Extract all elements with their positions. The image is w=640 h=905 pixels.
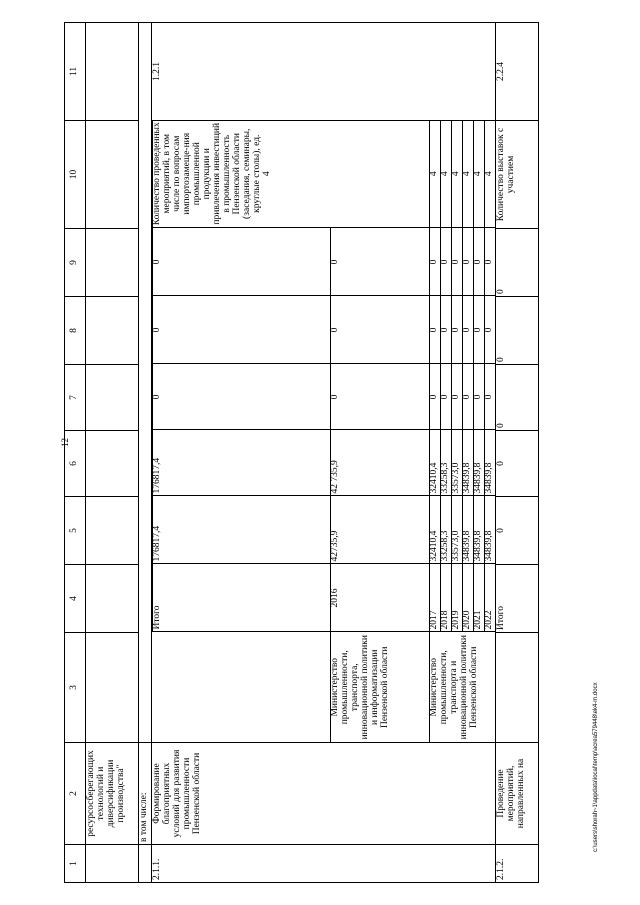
year-col9: 0 xyxy=(452,228,463,296)
year-col6: 34839,8 xyxy=(463,430,474,496)
year-col7: 0 xyxy=(474,364,485,430)
header-cell: 10 xyxy=(65,121,86,229)
year-col10: 4 xyxy=(463,120,474,228)
row-number: 2.1.2. xyxy=(496,845,539,883)
year: 2021 xyxy=(474,564,485,632)
year: 2022 xyxy=(485,564,496,632)
year-col10: 4 xyxy=(452,120,463,228)
total-col9: 0 xyxy=(496,229,539,297)
header-cell: 9 xyxy=(65,229,86,297)
year-col8: 0 xyxy=(452,296,463,364)
year-col5: 34839,8 xyxy=(463,496,474,564)
total-col8: 0 xyxy=(152,296,331,364)
continuation-row xyxy=(86,23,139,883)
link-indicator: 2.2.4 xyxy=(496,23,539,121)
year-col6: 34839,8 xyxy=(474,430,485,496)
header-cell: 8 xyxy=(65,297,86,365)
total-col6: 176817,4 xyxy=(152,430,331,496)
year-col8: 0 xyxy=(485,296,496,364)
measure-name: Формирование благоприятных условий для развития промышленности Пензенской области xyxy=(151,743,496,845)
year-col7: 0 xyxy=(463,364,474,430)
continuation-text: ресурсосберегающих технологий и диверсификации производства" xyxy=(86,743,139,845)
header-cell: 5 xyxy=(65,497,86,565)
year-col8: 0 xyxy=(331,296,430,364)
year-col7: 0 xyxy=(485,364,496,430)
year: 2018 xyxy=(441,564,452,632)
total-col5: 0 xyxy=(496,497,539,565)
year-col9: 0 xyxy=(474,228,485,296)
year-col5: 33573,0 xyxy=(452,496,463,564)
header-cell: 3 xyxy=(65,633,86,743)
header-cell: 1 xyxy=(65,845,86,883)
indicator-text: Количество проведенных мероприятий, в том числе по вопросам импортозамеще-ния промышленной продукции и привлечения инвестиций в промышленность Пензенской области (заседания, семинары, круглые столы), ед. xyxy=(151,122,262,226)
total-col7: 0 xyxy=(496,365,539,431)
rotated-page xyxy=(64,23,577,883)
year-col5: 42735,9 xyxy=(331,496,430,564)
year-col8: 0 xyxy=(441,296,452,364)
header-cell: 11 xyxy=(65,23,86,121)
year: 2020 xyxy=(463,564,474,632)
year-col7: 0 xyxy=(452,364,463,430)
indicator-text: Количество выставок с участием xyxy=(496,121,539,229)
including-row xyxy=(139,23,152,883)
row-2-1-1 xyxy=(151,23,496,883)
indicator-2016: 4 xyxy=(261,171,272,177)
year-col9: 0 xyxy=(463,228,474,296)
year-col10: 4 xyxy=(485,120,496,228)
year-col6: 32410,4 xyxy=(430,430,441,496)
total-col9: 0 xyxy=(152,228,331,296)
year-col10: 4 xyxy=(474,120,485,228)
measure-name: Проведение мероприятий, направленных на xyxy=(496,743,539,845)
link-indicator: 1.2.1 xyxy=(151,23,496,121)
total-col8: 0 xyxy=(496,297,539,365)
header-row xyxy=(65,23,86,883)
page-number: 12 xyxy=(60,438,70,447)
year-col7: 0 xyxy=(441,364,452,430)
header-cell: 6 xyxy=(65,431,86,497)
year-col10: 4 xyxy=(430,120,441,228)
year-col6: 34839,8 xyxy=(485,430,496,496)
year-col7: 0 xyxy=(430,364,441,430)
header-cell: 2 xyxy=(65,743,86,845)
total-label: Итого xyxy=(496,565,539,633)
year-col9: 0 xyxy=(331,228,430,296)
year-col8: 0 xyxy=(430,296,441,364)
year-col9: 0 xyxy=(485,228,496,296)
total-col6: 0 xyxy=(496,431,539,497)
year-col9: 0 xyxy=(441,228,452,296)
total-label: Итого xyxy=(152,564,331,632)
year-col5: 34839,8 xyxy=(485,496,496,564)
year-col5: 33258,3 xyxy=(441,496,452,564)
executor-2: Министерство промышленности, транспорта и инновационной политики Пензенской области xyxy=(430,632,496,742)
year: 2019 xyxy=(452,564,463,632)
year-col6: 42 735,9 xyxy=(331,430,430,496)
year-col10: 4 xyxy=(441,120,452,228)
year-col5: 34839,8 xyxy=(474,496,485,564)
header-cell: 4 xyxy=(65,565,86,633)
year-col5: 32410,4 xyxy=(430,496,441,564)
year-col9: 0 xyxy=(430,228,441,296)
year-col8: 0 xyxy=(474,296,485,364)
year-col8: 0 xyxy=(463,296,474,364)
executor-1: Министерство промышленности, транспорта, инновационной политики и информатизации Пензенской области xyxy=(331,632,430,742)
year-col6: 33258,3 xyxy=(441,430,452,496)
total-row xyxy=(152,120,331,742)
file-path-footer: c:\users\shorah~1\appdata\local\temp\acrea579448\ek4-m.docx xyxy=(593,682,599,852)
year-col6: 33573,0 xyxy=(452,430,463,496)
year-col7: 0 xyxy=(331,364,430,430)
header-cell: 7 xyxy=(65,365,86,431)
total-col5: 176817,4 xyxy=(152,496,331,564)
row-2-1-2 xyxy=(496,23,539,883)
total-col7: 0 xyxy=(152,364,331,430)
program-table xyxy=(64,22,539,883)
year: 2017 xyxy=(430,564,441,632)
including-label: в том числе: xyxy=(139,743,152,845)
row-number: 2.1.1. xyxy=(151,845,496,883)
year-row xyxy=(430,120,441,742)
year: 2016 xyxy=(331,564,430,632)
